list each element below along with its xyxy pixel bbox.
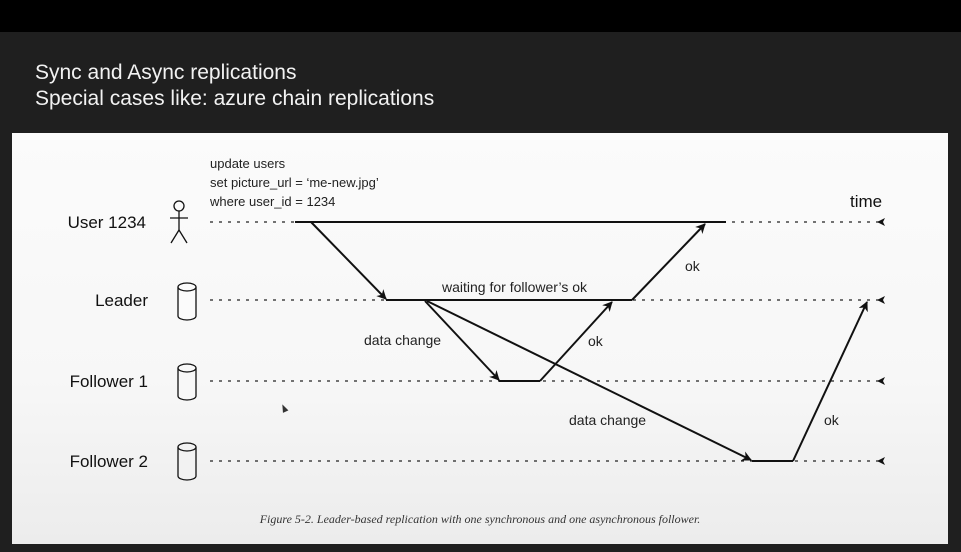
- follower-1-database-icon: [178, 364, 196, 400]
- query-line-3: where user_id = 1234: [210, 194, 336, 209]
- leader-timeline-arrowhead: [877, 296, 885, 304]
- data-change-label-1: data change: [364, 332, 442, 348]
- query-line-1: update users: [210, 156, 286, 171]
- follower-1-timeline-arrowhead: [877, 377, 885, 385]
- ok-label-leader-to-user: ok: [685, 258, 700, 274]
- ok-label-follower-2: ok: [824, 412, 839, 428]
- leader-to-follower-2-arrow: [427, 301, 751, 460]
- leader-database-icon: [178, 283, 196, 320]
- user-to-leader-arrow: [311, 222, 386, 299]
- follower-2-database-icon: [178, 443, 196, 480]
- query-line-2: set picture_url = ‘me-new.jpg’: [210, 175, 379, 190]
- time-label: time: [850, 192, 883, 211]
- user-icon: [170, 201, 188, 243]
- figure-caption: Figure 5-2. Leader-based replication with one synchronous and one asynchronous follower.: [259, 512, 701, 526]
- ok-label-follower-1: ok: [588, 333, 603, 349]
- user-timeline-arrowhead: [877, 218, 885, 226]
- waiting-label: waiting for follower’s ok: [442, 279, 587, 295]
- data-change-label-2: data change: [569, 412, 647, 428]
- leader-label: Leader: [95, 291, 148, 310]
- follower-2-label: Follower 2: [69, 452, 148, 471]
- user-label: User 1234: [67, 213, 146, 232]
- follower-2-timeline-arrowhead: [877, 457, 885, 465]
- slide-title-line-2: Special cases like: azure chain replications: [35, 87, 435, 110]
- slide-title-line-1: Sync and Async replications: [35, 61, 297, 84]
- follower-1-label: Follower 1: [69, 372, 148, 391]
